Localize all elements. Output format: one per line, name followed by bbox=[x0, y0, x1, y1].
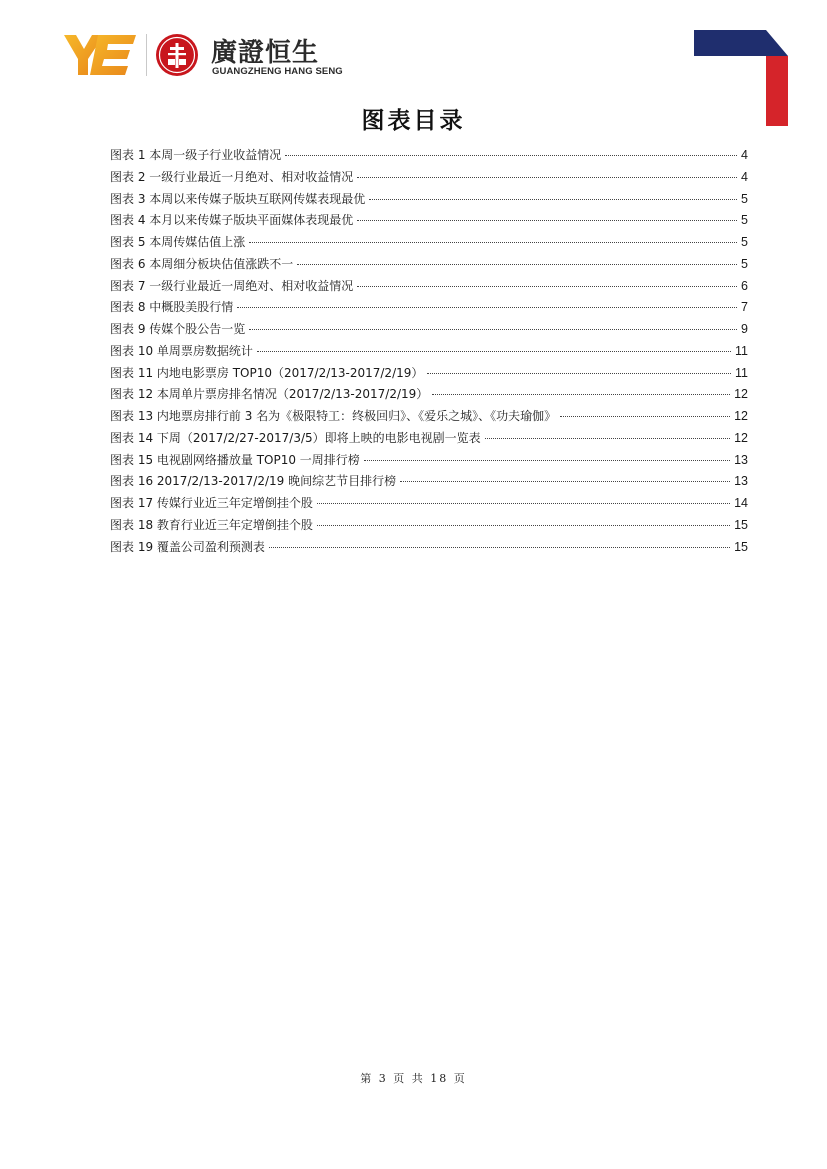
toc-entry-page: 13 bbox=[734, 452, 748, 467]
toc-entry-label: 图表 5 本周传媒估值上涨 bbox=[110, 235, 246, 249]
brand-chinese-name: 廣證恒生 bbox=[211, 38, 320, 68]
toc-leader-dots bbox=[357, 271, 737, 287]
toc-leader-dots bbox=[357, 205, 737, 221]
toc-entry-label: 图表 8 中概股美股行情 bbox=[110, 300, 234, 315]
toc-leader-dots bbox=[317, 488, 730, 504]
toc-leader-dots bbox=[269, 532, 730, 548]
toc-leader-dots bbox=[297, 249, 737, 265]
toc-entry-page: 12 bbox=[734, 409, 748, 423]
toc-entry-page: 5 bbox=[741, 256, 748, 271]
toc-entry-page: 14 bbox=[734, 496, 748, 510]
toc-leader-dots bbox=[257, 336, 731, 352]
toc-entry-label: 图表 2 一级行业最近一月绝对、相对收益情况 bbox=[110, 169, 354, 184]
toc-entry-label: 图表 15 电视剧网络播放量 TOP10 一周排行榜 bbox=[110, 452, 360, 467]
toc-entry-label: 图表 11 内地电影票房 TOP10（2017/2/13-2017/2/19） bbox=[110, 365, 424, 380]
toc-leader-dots bbox=[432, 379, 730, 395]
toc-entry-page: 5 bbox=[741, 213, 748, 228]
toc-entry-label: 图表 9 传媒个股公告一览 bbox=[110, 322, 246, 336]
toc-entry-label: 图表 3 本周以来传媒子版块互联网传媒表现最优 bbox=[110, 191, 366, 206]
toc-entry-page: 15 bbox=[734, 539, 748, 554]
toc-leader-dots bbox=[427, 358, 731, 374]
toc-entry-page: 6 bbox=[741, 278, 748, 293]
toc-leader-dots bbox=[364, 445, 730, 461]
toc-entry-label: 图表 19 覆盖公司盈利预测表 bbox=[110, 539, 265, 554]
toc-leader-dots bbox=[400, 466, 730, 482]
toc-entry-page: 12 bbox=[734, 387, 748, 402]
toc-entry-label: 图表 7 一级行业最近一周绝对、相对收益情况 bbox=[110, 278, 354, 293]
logo-separator bbox=[146, 34, 147, 76]
toc-entry[interactable] bbox=[110, 535, 748, 557]
toc-entry-label: 图表 14 下周（2017/2/27-2017/3/5）即将上映的电影电视剧一览表 bbox=[110, 430, 481, 445]
toc-leader-dots bbox=[285, 140, 737, 156]
toc-entry-label: 图表 13 内地票房排行前 3 名为《极限特工：终极回归》、《爱乐之城》、《功夫瑜伽》 bbox=[110, 409, 557, 423]
toc-entry-page: 5 bbox=[741, 191, 748, 206]
toc-entry-label: 图表 6 本周细分板块估值涨跌不一 bbox=[110, 256, 294, 271]
toc-entry-label: 图表 16 2017/2/13-2017/2/19 晚间综艺节目排行榜 bbox=[110, 474, 397, 489]
toc-entry-page: 12 bbox=[734, 430, 748, 445]
toc-entry-label: 图表 17 传媒行业近三年定增倒挂个股 bbox=[110, 496, 313, 510]
ye-logo-icon bbox=[64, 33, 136, 77]
toc-entry-page: 9 bbox=[741, 322, 748, 336]
toc-leader-dots bbox=[369, 184, 737, 200]
seal-icon bbox=[155, 33, 199, 77]
toc-leader-dots bbox=[317, 510, 730, 526]
toc-list bbox=[110, 143, 748, 556]
toc-entry-label: 图表 1 本周一级子行业收益情况 bbox=[110, 148, 282, 162]
toc-entry-label: 图表 10 单周票房数据统计 bbox=[110, 343, 253, 358]
toc-entry-page: 5 bbox=[741, 235, 748, 249]
toc-leader-dots bbox=[249, 227, 737, 243]
toc-entry-page: 4 bbox=[741, 169, 748, 184]
toc-leader-dots bbox=[249, 314, 737, 330]
toc-leader-dots bbox=[237, 292, 737, 308]
toc-entry-page: 15 bbox=[734, 517, 748, 532]
page-footer: 第 3 页 共 18 页 bbox=[360, 1072, 467, 1085]
toc-entry-page: 4 bbox=[741, 148, 748, 162]
toc-entry-page: 13 bbox=[734, 474, 748, 489]
toc-entry-page: 11 bbox=[735, 343, 748, 358]
toc-leader-dots bbox=[485, 423, 730, 439]
toc-leader-dots bbox=[560, 401, 730, 417]
toc-entry-label: 图表 18 教育行业近三年定增倒挂个股 bbox=[110, 517, 313, 532]
toc-entry-page: 7 bbox=[741, 300, 748, 315]
toc-leader-dots bbox=[357, 162, 737, 178]
toc-entry-label: 图表 4 本月以来传媒子版块平面媒体表现最优 bbox=[110, 213, 354, 228]
toc-entry-label: 图表 12 本周单片票房排名情况（2017/2/13-2017/2/19） bbox=[110, 387, 429, 402]
page-title: 图表目录 bbox=[361, 108, 466, 134]
brand-english-name: GUANGZHENG HANG SENG bbox=[212, 66, 343, 77]
toc-entry-page: 11 bbox=[735, 365, 748, 380]
